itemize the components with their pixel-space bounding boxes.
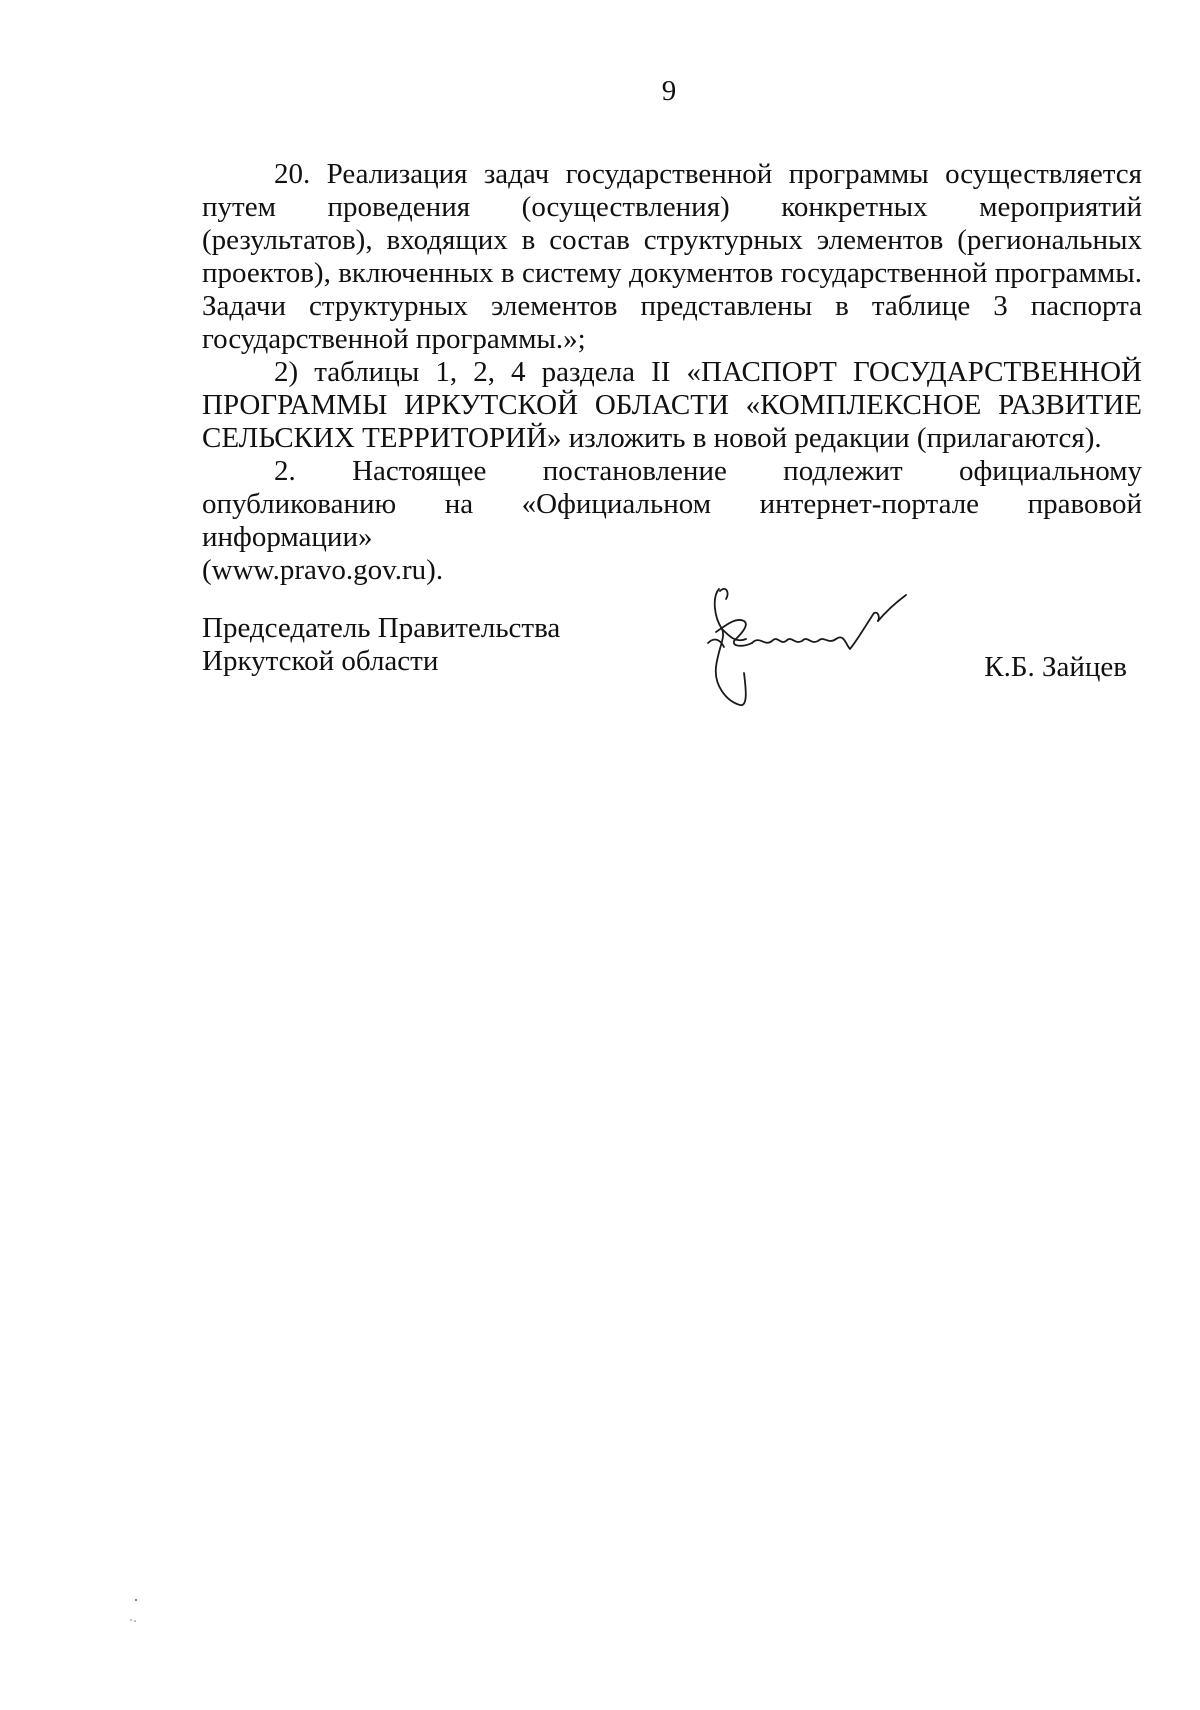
- scan-artifact-specks: [126, 1596, 156, 1626]
- handwritten-signature: [674, 577, 914, 712]
- signer-title-line-1: Председатель Правительства: [202, 612, 561, 644]
- paragraph-publication-url: (www.pravo.gov.ru).: [202, 554, 444, 586]
- page-number: 9: [661, 75, 677, 107]
- signer-title: [202, 612, 560, 678]
- signature-block: [202, 612, 1142, 732]
- paragraph-publication: 2. Настоящее постановление подлежит официальному опубликованию на «Официальном интернет-портале правовой информации»: [202, 455, 1142, 553]
- signer-title-line-2: Иркутской области: [202, 645, 439, 677]
- paragraph-item-20: 20. Реализация задач государственной программы осуществляется путем проведения (осуществления) конкретных мероприятий (результатов), входящих в состав структурных элементов (региональных проектов), включенных в систему документов государственной программы. Задачи структурных элементов представлены в таблице 3 паспорта государственной программы.»;: [202, 158, 1142, 355]
- paragraph-tables-amendment: 2) таблицы 1, 2, 4 раздела II «ПАСПОРТ ГОСУДАРСТВЕННОЙ ПРОГРАММЫ ИРКУТСКОЙ ОБЛАСТИ «КОМПЛЕКСНОЕ РАЗВИТИЕ СЕЛЬСКИХ ТЕРРИТОРИЙ» изложить в новой редакции (прилагаются).: [202, 356, 1142, 454]
- document-body: [202, 158, 1142, 587]
- signer-name: К.Б. Зайцев: [984, 651, 1127, 683]
